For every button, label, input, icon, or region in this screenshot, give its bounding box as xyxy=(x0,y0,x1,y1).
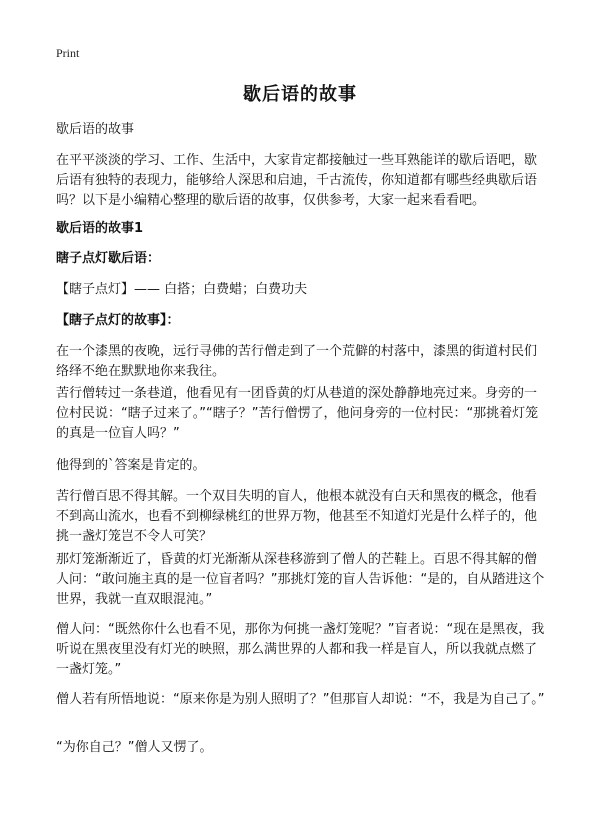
story-paragraph-7: 僧人若有所悟地说：“原来你是为别人照明了？”但那盲人却说：“不，我是为自己了。” xyxy=(56,692,545,707)
document-title: 歇后语的故事 xyxy=(243,84,357,105)
document-subtitle: 歇后语的故事 xyxy=(56,122,135,137)
story-paragraph-3: 他得到的`答案是肯定的。 xyxy=(56,458,206,473)
section-heading: 歇后语的故事1 xyxy=(56,221,144,236)
story-heading: 【瞎子点灯的故事】： xyxy=(56,313,180,328)
section-subheading: 瞎子点灯歇后语： xyxy=(56,251,161,266)
saying-line: 【瞎子点灯】—— 白搭；白费蜡；白费功夫 xyxy=(56,282,308,297)
story-paragraph-1: 在一个漆黑的夜晚，远行寻佛的苦行僧走到了一个荒僻的村落中，漆黑的街道村民们络绎不绝在默默地你来我往。 xyxy=(56,344,538,379)
story-paragraph-5: 那灯笼渐渐近了，昏黄的灯光渐渐从深巷移游到了僧人的芒鞋上。百思不得其解的僧人问：“敢问施主真的是一位盲者吗？”那挑灯笼的盲人告诉他：“是的，自从踏进这个世界，我就一直双眼混沌。” xyxy=(56,552,545,607)
print-link[interactable]: Print xyxy=(56,46,80,60)
story-paragraph-8: “为你自己？”僧人又愣了。 xyxy=(56,740,213,755)
story-paragraph-6: 僧人问：“既然你什么也看不见，那你为何挑一盏灯笼呢？”盲者说：“现在是黑夜，我听说在黑夜里没有灯光的映照，那么满世界的人都和我一样是盲人，所以我就点燃了一盏灯笼。” xyxy=(56,622,545,677)
story-paragraph-4: 苦行僧百思不得其解。一个双目失明的盲人，他根本就没有白天和黑夜的概念，他看不到高山流水，也看不到柳绿桃红的世界万物，他甚至不知道灯光是什么样子的，他挑一盏灯笼岂不令人可笑？ xyxy=(56,489,538,544)
story-paragraph-2: 苦行僧转过一条巷道，他看见有一团昏黄的灯从巷道的深处静静地亮过来。身旁的一位村民说：“瞎子过来了。”“瞎子？”苦行僧愣了，他问身旁的一位村民：“那挑着灯笼的真是一位盲人吗？” xyxy=(56,386,539,441)
intro-paragraph: 在平平淡淡的学习、工作、生活中，大家肯定都接触过一些耳熟能详的歇后语吧，歇后语有独特的表现力，能够给人深思和启迪，千古流传，你知道都有哪些经典歇后语吗？以下是小编精心整理的歇后语的故事，仅供参考，大家一起来看看吧。 xyxy=(56,153,538,208)
